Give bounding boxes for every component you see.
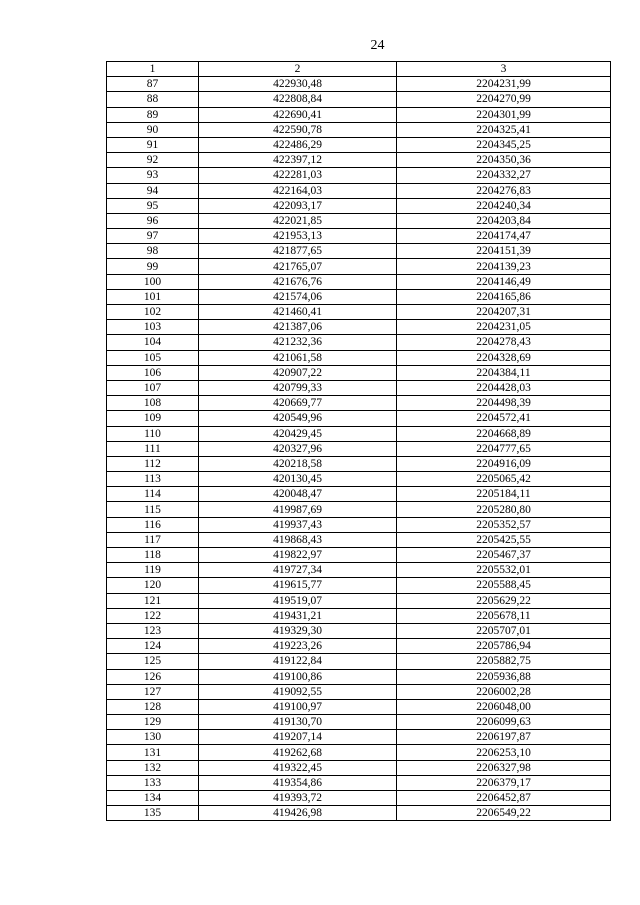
x-coordinate-cell: 420669,77 <box>199 396 397 411</box>
point-number-cell: 100 <box>107 274 199 289</box>
table-row <box>107 289 611 304</box>
table-row <box>107 517 611 532</box>
x-coordinate-cell: 419426,98 <box>199 806 397 821</box>
table-row <box>107 654 611 669</box>
column-header: 2 <box>199 62 397 77</box>
x-coordinate-cell: 421574,06 <box>199 289 397 304</box>
table-row <box>107 593 611 608</box>
y-coordinate-cell: 2204777,65 <box>397 441 611 456</box>
y-coordinate-cell: 2204301,99 <box>397 107 611 122</box>
y-coordinate-cell: 2204350,36 <box>397 153 611 168</box>
y-coordinate-cell: 2204151,39 <box>397 244 611 259</box>
point-number-cell: 114 <box>107 487 199 502</box>
point-number-cell: 88 <box>107 92 199 107</box>
point-number-cell: 108 <box>107 396 199 411</box>
point-number-cell: 113 <box>107 472 199 487</box>
x-coordinate-cell: 419393,72 <box>199 791 397 806</box>
table-row <box>107 760 611 775</box>
table-row <box>107 259 611 274</box>
point-number-cell: 123 <box>107 623 199 638</box>
point-number-cell: 93 <box>107 168 199 183</box>
table-row <box>107 669 611 684</box>
y-coordinate-cell: 2204231,99 <box>397 77 611 92</box>
table-row <box>107 122 611 137</box>
table-row <box>107 426 611 441</box>
point-number-cell: 131 <box>107 745 199 760</box>
y-coordinate-cell: 2205425,55 <box>397 532 611 547</box>
table-row <box>107 153 611 168</box>
table-row <box>107 213 611 228</box>
y-coordinate-cell: 2204231,05 <box>397 320 611 335</box>
x-coordinate-cell: 419987,69 <box>199 502 397 517</box>
y-coordinate-cell: 2204384,11 <box>397 365 611 380</box>
x-coordinate-cell: 422281,03 <box>199 168 397 183</box>
table-row <box>107 639 611 654</box>
point-number-cell: 110 <box>107 426 199 441</box>
y-coordinate-cell: 2206099,63 <box>397 715 611 730</box>
point-number-cell: 102 <box>107 305 199 320</box>
table-row <box>107 775 611 790</box>
y-coordinate-cell: 2205678,11 <box>397 608 611 623</box>
y-coordinate-cell: 2204572,41 <box>397 411 611 426</box>
point-number-cell: 132 <box>107 760 199 775</box>
point-number-cell: 91 <box>107 137 199 152</box>
table-row <box>107 502 611 517</box>
x-coordinate-cell: 421877,65 <box>199 244 397 259</box>
x-coordinate-cell: 420218,58 <box>199 456 397 471</box>
x-coordinate-cell: 420549,96 <box>199 411 397 426</box>
table-row <box>107 107 611 122</box>
point-number-cell: 120 <box>107 578 199 593</box>
point-number-cell: 95 <box>107 198 199 213</box>
table-row <box>107 274 611 289</box>
y-coordinate-cell: 2205532,01 <box>397 563 611 578</box>
y-coordinate-cell: 2206253,10 <box>397 745 611 760</box>
x-coordinate-cell: 420048,47 <box>199 487 397 502</box>
y-coordinate-cell: 2204165,86 <box>397 289 611 304</box>
x-coordinate-cell: 419822,97 <box>199 548 397 563</box>
table-row <box>107 137 611 152</box>
table-row <box>107 456 611 471</box>
y-coordinate-cell: 2205280,80 <box>397 502 611 517</box>
y-coordinate-cell: 2204332,27 <box>397 168 611 183</box>
x-coordinate-cell: 421387,06 <box>199 320 397 335</box>
x-coordinate-cell: 420327,96 <box>199 441 397 456</box>
point-number-cell: 104 <box>107 335 199 350</box>
x-coordinate-cell: 421953,13 <box>199 229 397 244</box>
table-body <box>107 77 611 821</box>
table-row <box>107 699 611 714</box>
x-coordinate-cell: 422590,78 <box>199 122 397 137</box>
table-row <box>107 305 611 320</box>
x-coordinate-cell: 421460,41 <box>199 305 397 320</box>
x-coordinate-cell: 421676,76 <box>199 274 397 289</box>
y-coordinate-cell: 2204345,25 <box>397 137 611 152</box>
y-coordinate-cell: 2204668,89 <box>397 426 611 441</box>
table-row <box>107 411 611 426</box>
table-row <box>107 578 611 593</box>
table-row <box>107 183 611 198</box>
column-header: 3 <box>397 62 611 77</box>
table-row <box>107 229 611 244</box>
table-row <box>107 380 611 395</box>
point-number-cell: 103 <box>107 320 199 335</box>
point-number-cell: 90 <box>107 122 199 137</box>
x-coordinate-cell: 421232,36 <box>199 335 397 350</box>
x-coordinate-cell: 422397,12 <box>199 153 397 168</box>
x-coordinate-cell: 419615,77 <box>199 578 397 593</box>
y-coordinate-cell: 2204240,34 <box>397 198 611 213</box>
table-row <box>107 77 611 92</box>
y-coordinate-cell: 2206327,98 <box>397 760 611 775</box>
y-coordinate-cell: 2205184,11 <box>397 487 611 502</box>
table-row <box>107 441 611 456</box>
x-coordinate-cell: 420907,22 <box>199 365 397 380</box>
y-coordinate-cell: 2204328,69 <box>397 350 611 365</box>
y-coordinate-cell: 2204278,43 <box>397 335 611 350</box>
table-row <box>107 198 611 213</box>
table-row <box>107 563 611 578</box>
column-header: 1 <box>107 62 199 77</box>
y-coordinate-cell: 2204276,83 <box>397 183 611 198</box>
point-number-cell: 105 <box>107 350 199 365</box>
table-row <box>107 791 611 806</box>
y-coordinate-cell: 2205588,45 <box>397 578 611 593</box>
y-coordinate-cell: 2205707,01 <box>397 623 611 638</box>
table-row <box>107 608 611 623</box>
point-number-cell: 125 <box>107 654 199 669</box>
x-coordinate-cell: 422021,85 <box>199 213 397 228</box>
table-row <box>107 472 611 487</box>
x-coordinate-cell: 422930,48 <box>199 77 397 92</box>
x-coordinate-cell: 422690,41 <box>199 107 397 122</box>
y-coordinate-cell: 2204325,41 <box>397 122 611 137</box>
y-coordinate-cell: 2204203,84 <box>397 213 611 228</box>
point-number-cell: 109 <box>107 411 199 426</box>
x-coordinate-cell: 419431,21 <box>199 608 397 623</box>
point-number-cell: 135 <box>107 806 199 821</box>
point-number-cell: 130 <box>107 730 199 745</box>
x-coordinate-cell: 420429,45 <box>199 426 397 441</box>
y-coordinate-cell: 2205467,37 <box>397 548 611 563</box>
x-coordinate-cell: 419937,43 <box>199 517 397 532</box>
x-coordinate-cell: 420130,45 <box>199 472 397 487</box>
point-number-cell: 122 <box>107 608 199 623</box>
table-row <box>107 684 611 699</box>
x-coordinate-cell: 421765,07 <box>199 259 397 274</box>
y-coordinate-cell: 2204207,31 <box>397 305 611 320</box>
x-coordinate-cell: 419727,34 <box>199 563 397 578</box>
point-number-cell: 116 <box>107 517 199 532</box>
x-coordinate-cell: 419100,97 <box>199 699 397 714</box>
y-coordinate-cell: 2206197,87 <box>397 730 611 745</box>
table-row <box>107 487 611 502</box>
point-number-cell: 107 <box>107 380 199 395</box>
point-number-cell: 99 <box>107 259 199 274</box>
point-number-cell: 98 <box>107 244 199 259</box>
point-number-cell: 97 <box>107 229 199 244</box>
table-row <box>107 623 611 638</box>
x-coordinate-cell: 419122,84 <box>199 654 397 669</box>
point-number-cell: 134 <box>107 791 199 806</box>
point-number-cell: 94 <box>107 183 199 198</box>
y-coordinate-cell: 2204498,39 <box>397 396 611 411</box>
y-coordinate-cell: 2204428,03 <box>397 380 611 395</box>
y-coordinate-cell: 2206452,87 <box>397 791 611 806</box>
point-number-cell: 129 <box>107 715 199 730</box>
y-coordinate-cell: 2205352,57 <box>397 517 611 532</box>
coordinates-table <box>106 61 611 821</box>
table-row <box>107 335 611 350</box>
y-coordinate-cell: 2204174,47 <box>397 229 611 244</box>
table-row <box>107 168 611 183</box>
point-number-cell: 118 <box>107 548 199 563</box>
point-number-cell: 92 <box>107 153 199 168</box>
table-header-row <box>107 62 611 77</box>
x-coordinate-cell: 420799,33 <box>199 380 397 395</box>
y-coordinate-cell: 2205065,42 <box>397 472 611 487</box>
x-coordinate-cell: 419100,86 <box>199 669 397 684</box>
x-coordinate-cell: 422164,03 <box>199 183 397 198</box>
table-row <box>107 396 611 411</box>
table-row <box>107 715 611 730</box>
table-row <box>107 365 611 380</box>
point-number-cell: 96 <box>107 213 199 228</box>
table-row <box>107 745 611 760</box>
y-coordinate-cell: 2204139,23 <box>397 259 611 274</box>
y-coordinate-cell: 2205629,22 <box>397 593 611 608</box>
x-coordinate-cell: 419354,86 <box>199 775 397 790</box>
y-coordinate-cell: 2206549,22 <box>397 806 611 821</box>
table-row <box>107 244 611 259</box>
x-coordinate-cell: 419322,45 <box>199 760 397 775</box>
point-number-cell: 133 <box>107 775 199 790</box>
point-number-cell: 124 <box>107 639 199 654</box>
point-number-cell: 121 <box>107 593 199 608</box>
point-number-cell: 127 <box>107 684 199 699</box>
table-row <box>107 92 611 107</box>
table-row <box>107 806 611 821</box>
point-number-cell: 128 <box>107 699 199 714</box>
point-number-cell: 101 <box>107 289 199 304</box>
x-coordinate-cell: 419223,26 <box>199 639 397 654</box>
y-coordinate-cell: 2206379,17 <box>397 775 611 790</box>
x-coordinate-cell: 422808,84 <box>199 92 397 107</box>
y-coordinate-cell: 2204270,99 <box>397 92 611 107</box>
point-number-cell: 112 <box>107 456 199 471</box>
point-number-cell: 115 <box>107 502 199 517</box>
y-coordinate-cell: 2206048,00 <box>397 699 611 714</box>
x-coordinate-cell: 419130,70 <box>199 715 397 730</box>
point-number-cell: 119 <box>107 563 199 578</box>
x-coordinate-cell: 422093,17 <box>199 198 397 213</box>
y-coordinate-cell: 2205936,88 <box>397 669 611 684</box>
page-number: 24 <box>370 38 385 53</box>
point-number-cell: 87 <box>107 77 199 92</box>
table-row <box>107 532 611 547</box>
x-coordinate-cell: 419207,14 <box>199 730 397 745</box>
table-row <box>107 350 611 365</box>
x-coordinate-cell: 419092,55 <box>199 684 397 699</box>
point-number-cell: 106 <box>107 365 199 380</box>
y-coordinate-cell: 2204916,09 <box>397 456 611 471</box>
x-coordinate-cell: 419329,30 <box>199 623 397 638</box>
point-number-cell: 117 <box>107 532 199 547</box>
y-coordinate-cell: 2205882,75 <box>397 654 611 669</box>
y-coordinate-cell: 2204146,49 <box>397 274 611 289</box>
point-number-cell: 89 <box>107 107 199 122</box>
point-number-cell: 126 <box>107 669 199 684</box>
table-row <box>107 730 611 745</box>
x-coordinate-cell: 419868,43 <box>199 532 397 547</box>
y-coordinate-cell: 2206002,28 <box>397 684 611 699</box>
x-coordinate-cell: 422486,29 <box>199 137 397 152</box>
x-coordinate-cell: 419519,07 <box>199 593 397 608</box>
table-row <box>107 548 611 563</box>
x-coordinate-cell: 419262,68 <box>199 745 397 760</box>
x-coordinate-cell: 421061,58 <box>199 350 397 365</box>
point-number-cell: 111 <box>107 441 199 456</box>
table-row <box>107 320 611 335</box>
y-coordinate-cell: 2205786,94 <box>397 639 611 654</box>
